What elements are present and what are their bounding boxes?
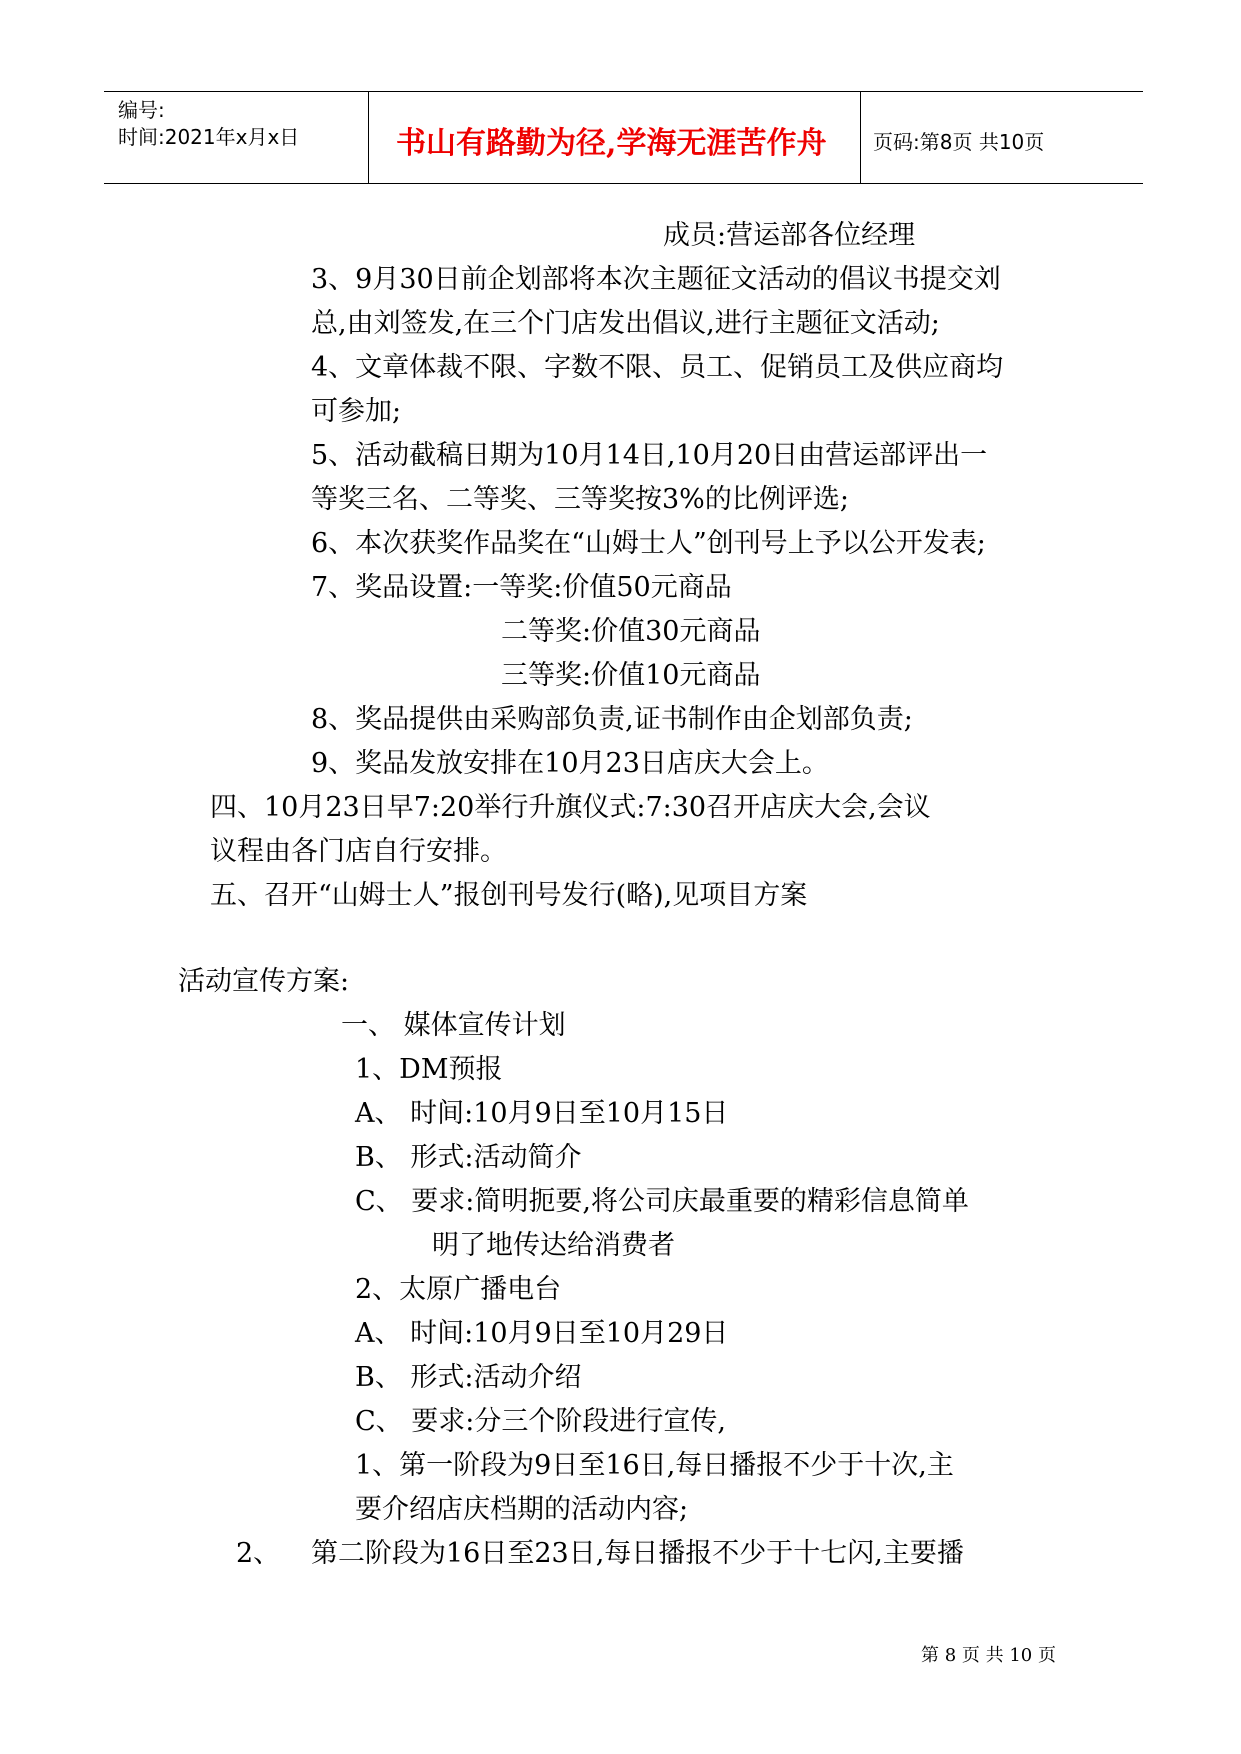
body-line: B、 形式:活动简介 bbox=[355, 1142, 582, 1173]
header-top-border bbox=[104, 91, 1143, 92]
body-line: 3、9月30日前企划部将本次主题征文活动的倡议书提交刘 bbox=[311, 264, 1001, 295]
header-divider-left bbox=[368, 91, 369, 183]
body-line: 一、 媒体宣传计划 bbox=[341, 1010, 566, 1041]
body-line: 等奖三名、二等奖、三等奖按3%的比例评选; bbox=[311, 484, 849, 515]
header-divider-right bbox=[860, 91, 861, 183]
body-line: 成员:营运部各位经理 bbox=[663, 220, 916, 251]
header-motto: 书山有路勤为径,学海无涯苦作舟 bbox=[396, 126, 827, 161]
body-line: C、 要求:简明扼要,将公司庆最重要的精彩信息简单 bbox=[355, 1186, 969, 1217]
body-line: 5、活动截稿日期为10月14日,10月20日由营运部评出一 bbox=[311, 440, 988, 471]
body-line: C、 要求:分三个阶段进行宣传, bbox=[355, 1406, 726, 1437]
list-marker: 2、 bbox=[236, 1538, 281, 1569]
header-number-label: 编号: bbox=[118, 98, 165, 122]
body-line: 四、10月23日早7:20举行升旗仪式:7:30召开店庆大会,会议 bbox=[210, 792, 931, 823]
body-line: A、 时间:10月9日至10月29日 bbox=[355, 1318, 729, 1349]
body-line: 8、奖品提供由采购部负责,证书制作由企划部负责; bbox=[311, 704, 913, 735]
body-line: 三等奖:价值10元商品 bbox=[501, 660, 761, 691]
body-line: 1、第一阶段为9日至16日,每日播报不少于十次,主 bbox=[355, 1450, 954, 1481]
header-page-label: 页码:第8页 共10页 bbox=[873, 130, 1045, 154]
body-line: 五、召开“山姆士人”报创刊号发行(略),见项目方案 bbox=[210, 880, 808, 911]
body-line: A、 时间:10月9日至10月15日 bbox=[355, 1098, 729, 1129]
body-line: 4、文章体裁不限、字数不限、员工、促销员工及供应商均 bbox=[311, 352, 1004, 383]
body-line: 第二阶段为16日至23日,每日播报不少于十七闪,主要播 bbox=[311, 1538, 964, 1569]
header-bottom-border bbox=[104, 183, 1143, 184]
body-line: 2、太原广播电台 bbox=[355, 1274, 562, 1305]
section-heading: 活动宣传方案: bbox=[178, 966, 350, 997]
body-line: 7、奖品设置:一等奖:价值50元商品 bbox=[311, 572, 732, 603]
body-line: B、 形式:活动介绍 bbox=[355, 1362, 582, 1393]
body-line: 9、奖品发放安排在10月23日店庆大会上。 bbox=[311, 748, 829, 779]
body-line: 总,由刘签发,在三个门店发出倡议,进行主题征文活动; bbox=[311, 308, 940, 339]
body-line: 二等奖:价值30元商品 bbox=[501, 616, 761, 647]
body-line: 可参加; bbox=[311, 396, 402, 427]
body-line: 6、本次获奖作品奖在“山姆士人”创刊号上予以公开发表; bbox=[311, 528, 986, 559]
page-footer: 第 8 页 共 10 页 bbox=[921, 1645, 1056, 1666]
header-time-label: 时间:2021年x月x日 bbox=[118, 125, 300, 149]
body-line: 1、DM预报 bbox=[355, 1054, 503, 1085]
body-line: 明了地传达给消费者 bbox=[432, 1230, 675, 1261]
body-line: 议程由各门店自行安排。 bbox=[210, 836, 507, 867]
body-line: 要介绍店庆档期的活动内容; bbox=[355, 1494, 689, 1525]
